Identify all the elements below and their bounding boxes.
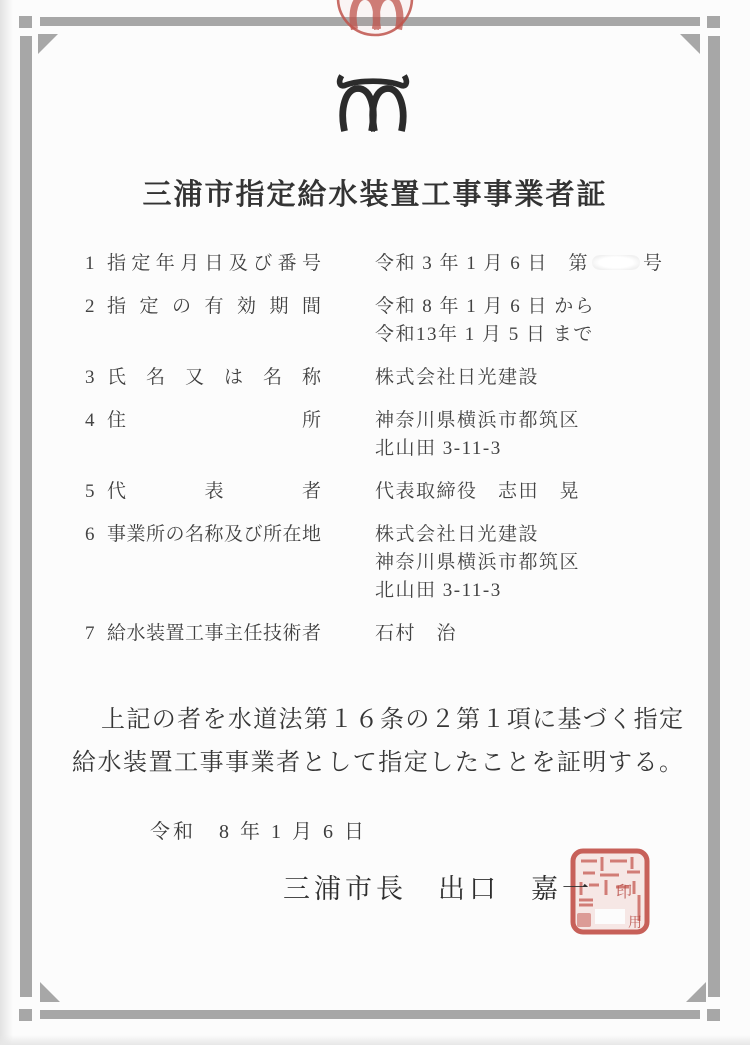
item-value-line: 株式会社日光建設 [375,367,540,388]
item-number: 5 [85,481,95,502]
item-row-designation-date [85,250,730,278]
item-number: 7 [85,623,95,644]
frame-corner-triangle [686,982,706,1002]
item-row-chief-engineer [85,620,730,648]
item-label: 事業所の名称及び所在地 [107,524,321,545]
statement-line: 給水装置工事事業者として指定したことを証明する。 [72,750,684,776]
mayor-signature: 三浦市長 出口 嘉一 [283,874,593,904]
certificate-title: 三浦市指定給水装置工事事業者証 [142,179,608,211]
issue-date: 令和 8 年 1 月 6 日 [150,821,367,843]
item-value-line: 令和 8 年 1 月 6 日 から [375,296,596,317]
item-value [375,478,580,506]
frame-corner-square [707,16,720,28]
item-number: 3 [85,367,95,388]
item-value [375,364,539,392]
item-label: 代表者 [107,481,321,502]
item-number: 1 [85,253,95,274]
frame-corner-square [707,1009,720,1021]
item-value-line: 神奈川県横浜市都筑区 [375,552,581,573]
circular-stamp-icon [335,0,415,47]
miura-city-emblem-icon [336,70,410,139]
item-label: 指定の有効期間 [107,296,321,317]
seal-use-char: 用 [628,916,642,931]
certification-statement [72,699,684,785]
frame-bar-bottom [40,1010,700,1019]
frame-corner-triangle [40,982,60,1002]
item-number: 2 [85,296,95,317]
certificate-items [85,250,730,663]
scan-shadow-left [0,0,13,1045]
frame-corner-triangle [38,34,58,54]
frame-corner-square [19,1009,32,1021]
item-row-company-name [85,364,730,392]
item-number: 6 [85,524,95,545]
item-label: 指定年月日及び番号 [107,253,321,274]
item-value-text: 令和 3 年 1 月 6 日 第 [375,253,590,274]
item-number: 4 [85,410,95,431]
item-value [375,620,457,648]
item-value [375,521,580,605]
item-value-line: 令和13年 1 月 5 日 まで [375,324,594,345]
statement-line: 上記の者を水道法第１６条の２第１項に基づく指定 [101,707,684,733]
item-row-office [85,521,730,605]
item-label: 氏名又は名称 [107,367,321,388]
item-value [375,250,664,278]
item-row-representative [85,478,730,506]
item-row-address [85,407,730,463]
item-value-text: 号 [643,253,664,274]
item-label: 住所 [107,410,321,431]
item-value [375,407,580,463]
item-value-line: 代表取締役 志田 晃 [375,481,581,502]
item-label: 給水装置工事主任技術者 [107,623,321,644]
item-value-line: 北山田 3-11-3 [375,438,502,459]
frame-corner-square [19,16,32,28]
redacted-number [592,255,640,270]
scan-shadow-bottom [0,1035,750,1045]
item-value-line: 神奈川県横浜市都筑区 [375,410,581,431]
item-row-validity-period [85,293,730,349]
item-value-line: 北山田 3-11-3 [375,580,502,601]
item-value-line: 株式会社日光建設 [375,524,540,545]
item-value [375,293,595,349]
frame-corner-triangle [680,34,700,54]
seal-in-char: 印 [616,884,633,901]
item-value-line: 石村 治 [375,623,458,644]
